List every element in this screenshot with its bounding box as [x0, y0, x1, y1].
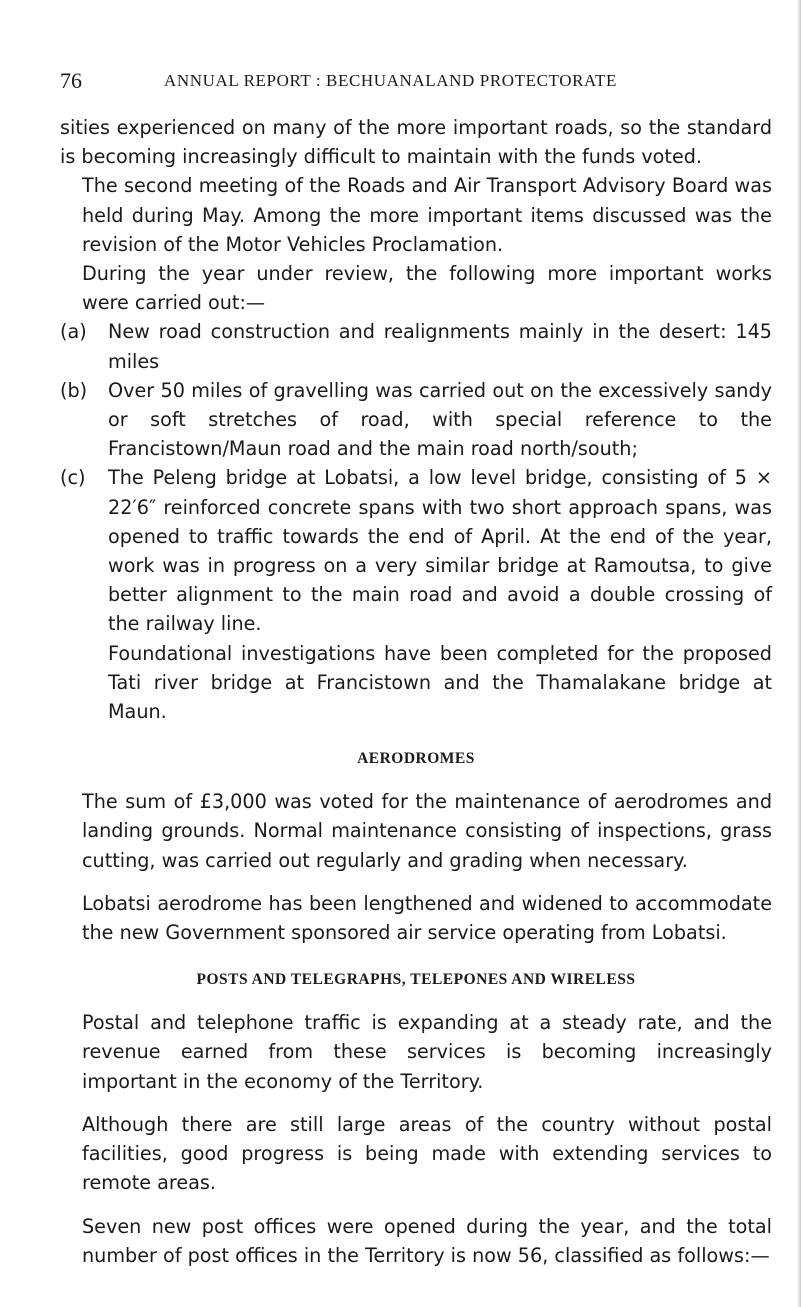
- paragraph-works-intro: During the year under review, the following more important works were carried out:—: [82, 262, 772, 315]
- paragraph-aerodromes-maintenance: The sum of £3,000 was voted for the maintenance of aerodromes and landing grounds. Normal maintenance consisting of inspections, grass cutting, was carried out regularly and grading when necessary.: [82, 790, 772, 872]
- section-heading-posts: POSTS AND TELEGRAPHS, TELEPONES AND WIRELESS: [196, 971, 636, 989]
- list-item-text: Foundational investigations have been completed for the proposed Tati river bridge at Francistown and the Thamalakane bridge at Maun.: [108, 641, 772, 724]
- list-item-text: New road construction and realignments mainly in the desert: 145 miles: [108, 320, 772, 373]
- list-item-b: [60, 376, 772, 464]
- paragraph-postal-facilities: Although there are still large areas of the country without postal facilities, good progress is being made with extending services to remote areas.: [82, 1112, 772, 1195]
- list-item-c-continued: [60, 639, 772, 727]
- list-item-text: Over 50 miles of gravelling was carried out on the excessively sandy or soft stretches of road, with special reference to the Francistown/Maun road and the main road north/south;: [108, 378, 772, 461]
- paragraph-roads-continued: sities experienced on many of the more important roads, so the standard is becoming increasingly difficult to maintain with the funds voted.: [60, 116, 772, 169]
- running-title: ANNUAL REPORT : BECHUANALAND PROTECTORATE: [164, 71, 618, 90]
- list-item-a: [60, 317, 772, 375]
- paragraph-lobatsi-aerodrome: Lobatsi aerodrome has been lengthened and widened to accommodate the new Government sponsored air service operating from Lobatsi.: [82, 891, 772, 945]
- paragraph-advisory-board: The second meeting of the Roads and Air Transport Advisory Board was held during May. Among the more important items discussed was the revision of the Motor Vehicles Proclamation.: [82, 174, 772, 256]
- list-item-c: [60, 463, 772, 638]
- list-item-text: The Peleng bridge at Lobatsi, a low level bridge, consisting of 5 × 22′6″ reinforced concrete spans with two short approach spans, was opened to traffic towards the end of April. At the end of the year, work was in progress on a very similar bridge at Ramoutsa, to give better alignment to the main road and avoid a double crossing of the railway line.: [108, 466, 772, 636]
- paragraph-post-offices: Seven new post offices were opened during the year, and the total number of post offices in the Territory is now 56, classified as follows:—: [82, 1214, 772, 1267]
- page-body: [60, 113, 772, 1270]
- page-number: 76: [60, 68, 82, 93]
- list-item-label: (b): [60, 378, 88, 402]
- paragraph-postal-traffic: Postal and telephone traffic is expanding at a steady rate, and the revenue earned from these services is becoming increasingly important in the economy of the Territory.: [82, 1011, 772, 1093]
- page-edge-shadow: [797, 0, 801, 1307]
- list-item-label: (c): [60, 466, 86, 490]
- list-item-label: (a): [60, 320, 87, 344]
- section-heading-aerodromes: AERODROMES: [357, 750, 475, 768]
- page-header: [60, 68, 760, 98]
